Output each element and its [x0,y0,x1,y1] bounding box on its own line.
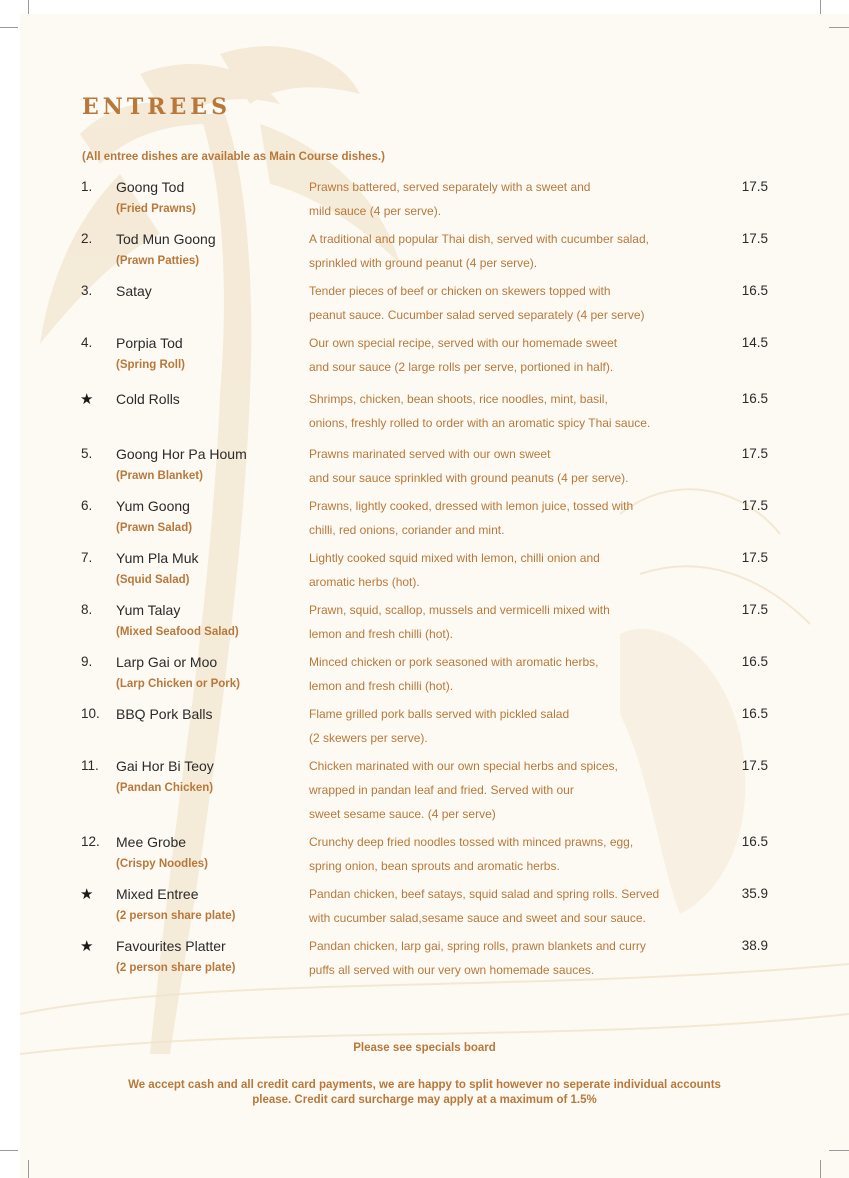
description-line: Crunchy deep fried noodles tossed with minced prawns, egg, [309,835,634,849]
item-description [309,882,709,930]
description-line: Minced chicken or pork seasoned with aromatic herbs, [309,655,599,669]
description-line: Pandan chicken, beef satays, squid salad and spring rolls. Served [309,887,660,901]
item-subtitle: (Mixed Seafood Salad) [116,626,239,638]
description-line: and sour sauce (2 large rolls per serve, portioned in half). [309,360,614,374]
item-description [309,830,709,878]
item-name: Yum Goong [116,498,190,514]
specials-note: Please see specials board [353,1042,496,1054]
description-line: Tender pieces of beef or chicken on skewers topped with [309,284,611,298]
item-number: 3. [81,283,93,298]
menu-note: (All entree dishes are available as Main Course dishes.) [82,151,385,163]
item-price: 16.5 [741,283,768,298]
item-price: 17.5 [741,550,768,565]
item-price: 17.5 [741,446,768,461]
item-name: Porpia Tod [116,335,183,351]
item-number: 10. [81,706,100,721]
description-line: Shrimps, chicken, bean shoots, rice noodles, mint, basil, [309,392,608,406]
item-subtitle: (Prawn Salad) [116,522,193,534]
item-description [309,442,709,490]
item-price: 38.9 [741,938,768,953]
item-name: Yum Pla Muk [116,550,199,566]
item-price: 16.5 [741,834,768,849]
item-name: Larp Gai or Moo [116,654,218,670]
item-description [309,598,709,646]
item-subtitle: (Spring Roll) [116,359,185,371]
item-subtitle: (Fried Prawns) [116,203,196,215]
item-name: Cold Rolls [116,391,180,407]
description-line: Prawns battered, served separately with a sweet and [309,180,591,194]
item-name: Goong Tod [116,179,185,195]
description-line: lemon and fresh chilli (hot). [309,627,454,641]
description-line: A traditional and popular Thai dish, served with cucumber salad, [309,232,649,246]
item-description [309,934,709,982]
description-line: Lightly cooked squid mixed with lemon, chilli onion and [309,551,600,565]
item-name: Mee Grobe [116,834,187,850]
item-subtitle: (2 person share plate) [116,962,236,974]
description-line: and sour sauce sprinkled with ground peanuts (4 per serve). [309,471,629,485]
item-name: Satay [116,283,152,299]
item-price: 17.5 [741,758,768,773]
item-description [309,331,709,379]
description-line: peanut sauce. Cucumber salad served separately (4 per serve) [309,308,645,322]
item-price: 17.5 [741,602,768,617]
item-subtitle: (Larp Chicken or Pork) [116,678,240,690]
item-number: 8. [81,602,93,617]
item-subtitle: (Prawn Blanket) [116,470,203,482]
item-number: 5. [81,446,93,461]
crop-mark [829,27,849,28]
description-line: Chicken marinated with our own special herbs and spices, [309,759,618,773]
item-description [309,227,709,275]
description-line: onions, freshly rolled to order with an aromatic spicy Thai sauce. [309,416,651,430]
crop-mark [28,0,29,14]
item-name: Goong Hor Pa Houm [116,446,247,462]
item-price: 16.5 [741,654,768,669]
crop-mark [0,1150,18,1151]
item-number: 9. [81,654,93,669]
item-name: BBQ Pork Balls [116,706,213,722]
description-line: aromatic herbs (hot). [309,575,420,589]
star-icon: ★ [80,886,94,903]
item-description [309,494,709,542]
description-line: Prawns marinated served with our own sweet [309,447,551,461]
item-price: 14.5 [741,335,768,350]
item-number: 6. [81,498,93,513]
item-number: 1. [81,179,93,194]
description-line: mild sauce (4 per serve). [309,204,442,218]
item-subtitle: (Prawn Patties) [116,255,200,267]
crop-mark [28,1160,29,1178]
page-title: ENTREES [82,94,231,120]
description-line: Prawn, squid, scallop, mussels and vermicelli mixed with [309,603,610,617]
item-subtitle: (Crispy Noodles) [116,858,209,870]
item-name: Tod Mun Goong [116,231,216,247]
description-line: sprinkled with ground peanut (4 per serve). [309,256,538,270]
crop-mark [820,1160,821,1178]
item-price: 17.5 [741,179,768,194]
item-number: 12. [81,834,100,849]
description-line: puffs all served with our very own homemade sauces. [309,963,595,977]
item-number: 4. [81,335,93,350]
item-name: Gai Hor Bi Teoy [116,758,214,774]
item-price: 16.5 [741,706,768,721]
description-line: lemon and fresh chilli (hot). [309,679,454,693]
description-line: Our own special recipe, served with our homemade sweet [309,336,618,350]
description-line: chilli, red onions, coriander and mint. [309,523,505,537]
description-line: with cucumber salad,sesame sauce and sweet and sour sauce. [309,911,646,925]
description-line: Pandan chicken, larp gai, spring rolls, prawn blankets and curry [309,939,646,953]
item-name: Favourites Platter [116,938,226,954]
description-line: wrapped in pandan leaf and fried. Served with our [309,783,574,797]
description-line: Flame grilled pork balls served with pickled salad [309,707,570,721]
item-number: 2. [81,231,93,246]
item-description [309,175,709,223]
item-name: Yum Talay [116,602,181,618]
description-line: sweet sesame sauce. (4 per serve) [309,807,496,821]
item-description [309,754,709,826]
star-icon: ★ [80,391,94,408]
item-subtitle: (Pandan Chicken) [116,782,214,794]
item-number: 11. [81,758,99,773]
item-number: 7. [81,550,93,565]
description-line: (2 skewers per serve). [309,731,428,745]
crop-mark [0,27,18,28]
description-line: Prawns, lightly cooked, dressed with lemon juice, tossed with [309,499,634,513]
star-icon: ★ [80,938,94,955]
item-price: 17.5 [741,498,768,513]
item-price: 17.5 [741,231,768,246]
item-price: 35.9 [741,886,768,901]
item-subtitle: (Squid Salad) [116,574,190,586]
crop-mark [820,0,821,14]
item-description [309,650,709,698]
item-description [309,702,709,750]
payment-note: We accept cash and all credit card payments, we are happy to split however no seperate individual accounts please. Credit card surcharge may apply at a maximum of 1.5% [128,1079,721,1106]
item-name: Mixed Entree [116,886,199,902]
item-description [309,387,709,435]
crop-mark [829,1150,849,1151]
item-subtitle: (2 person share plate) [116,910,236,922]
item-description [309,546,709,594]
item-description [309,279,709,327]
description-line: spring onion, bean sprouts and aromatic herbs. [309,859,560,873]
item-price: 16.5 [741,391,768,406]
